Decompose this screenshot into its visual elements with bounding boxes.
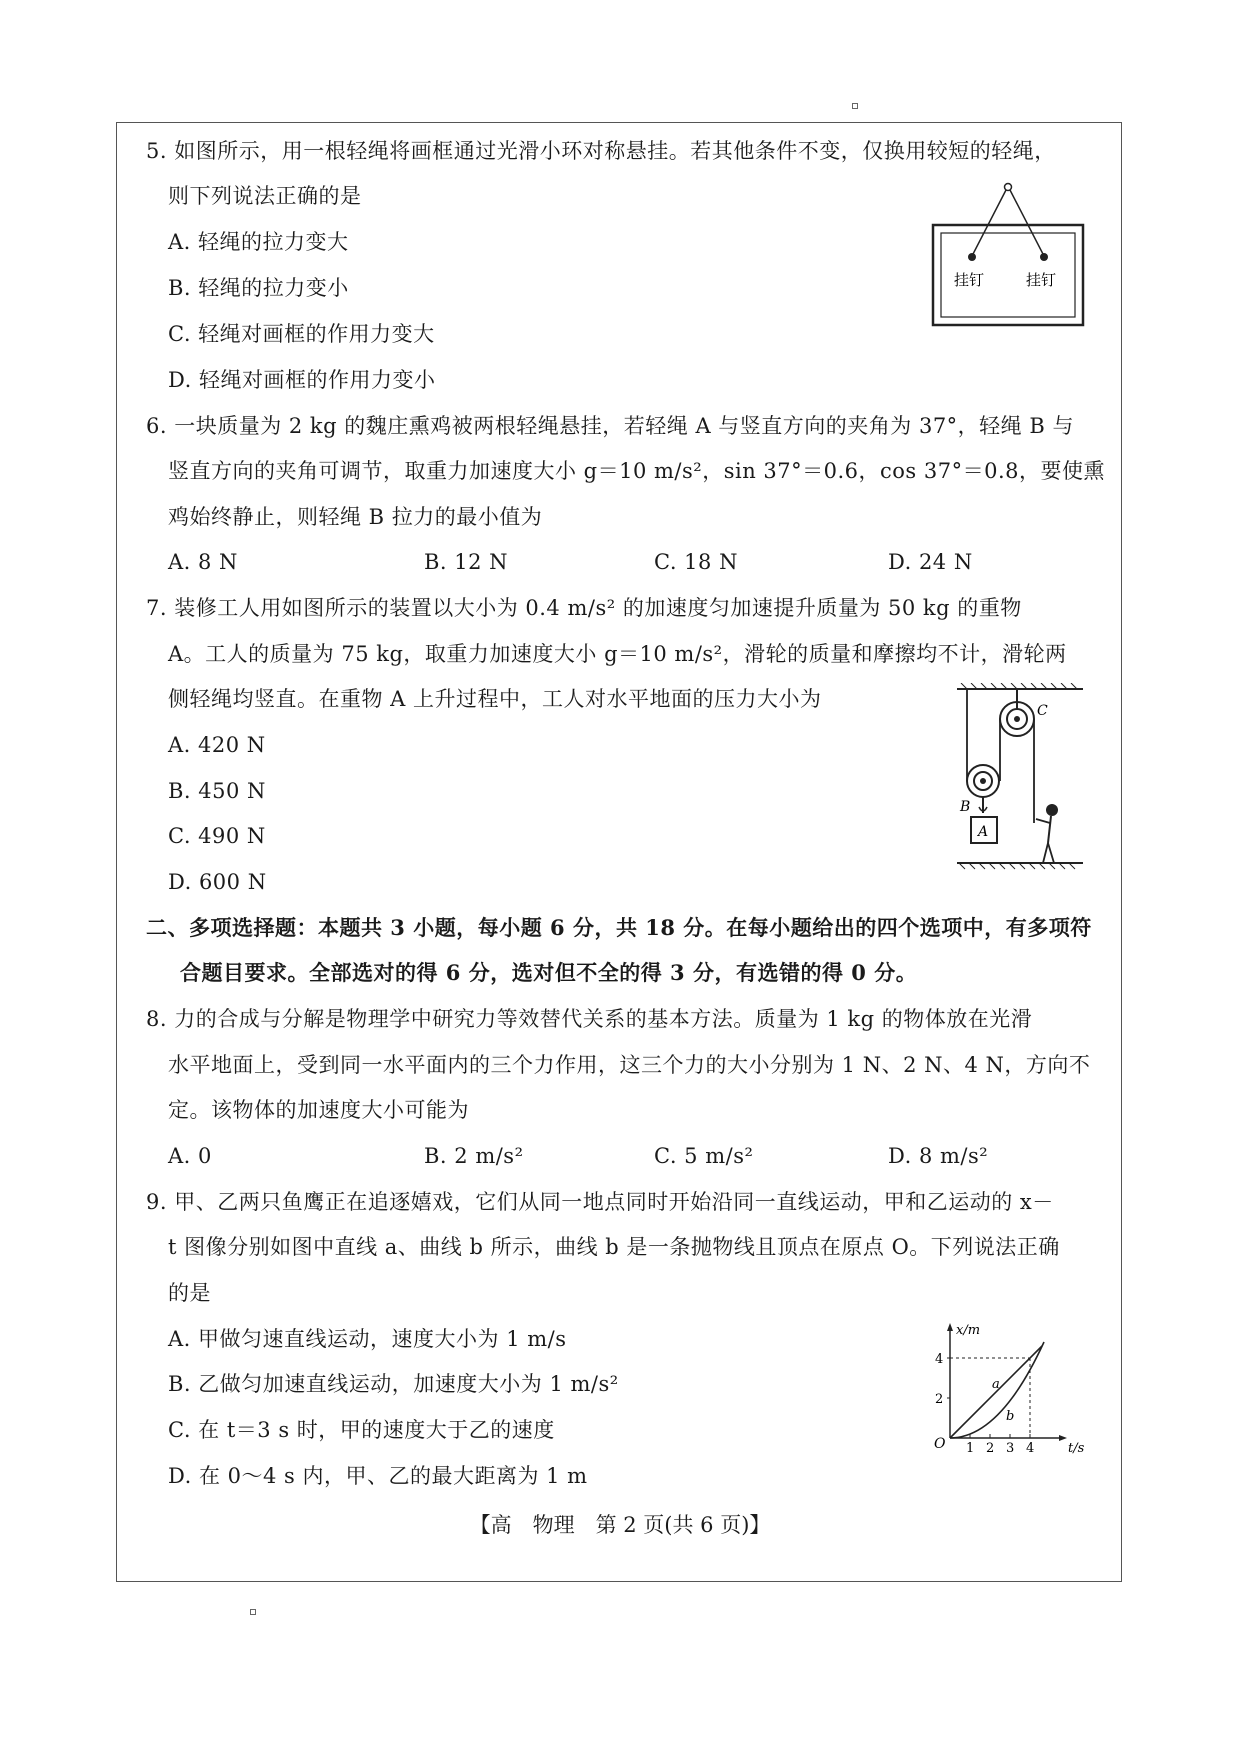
- q9-xt-graph: [920, 1320, 1095, 1455]
- q8-option-d: D. 8 m/s²: [888, 1144, 989, 1168]
- scan-mark-top: [852, 103, 858, 109]
- q9-option-a: A. 甲做匀速直线运动，速度大小为 1 m/s: [168, 1327, 567, 1351]
- q9-stem-line2: t 图像分别如图中直线 a、曲线 b 所示，曲线 b 是一条抛物线且顶点在原点 O。下列说法正确: [168, 1235, 1060, 1259]
- q9-graph-ytick-2: 2: [935, 1392, 944, 1407]
- q6-option-c: C. 18 N: [654, 550, 738, 574]
- q5-nail-left-label: 挂钉: [954, 271, 985, 289]
- q7-option-b: B. 450 N: [168, 779, 266, 803]
- q6-option-b: B. 12 N: [424, 550, 509, 574]
- q5-option-b: B. 轻绳的拉力变小: [168, 276, 349, 300]
- q9-option-d: D. 在 0～4 s 内，甲、乙的最大距离为 1 m: [168, 1464, 588, 1488]
- q5-option-d: D. 轻绳对画框的作用力变小: [168, 368, 436, 392]
- q9-graph-line-a: [950, 1346, 1042, 1438]
- q9-option-b: B. 乙做匀加速直线运动，加速度大小为 1 m/s²: [168, 1372, 619, 1396]
- q6-stem-line2: 竖直方向的夹角可调节，取重力加速度大小 g＝10 m/s²，sin 37°＝0.6，cos 37°＝0.8，要使熏: [168, 459, 1105, 483]
- q7-pulley-b-label: B: [960, 799, 971, 815]
- q8-stem-line3: 定。该物体的加速度大小可能为: [168, 1098, 469, 1122]
- q5-option-c: C. 轻绳对画框的作用力变大: [168, 322, 435, 346]
- q9-graph-label-b: b: [1006, 1409, 1015, 1424]
- q9-stem-line3: 的是: [168, 1281, 211, 1305]
- q6-stem-line1: 6. 一块质量为 2 kg 的魏庄熏鸡被两根轻绳悬挂，若轻绳 A 与竖直方向的夹角为 37°，轻绳 B 与: [146, 414, 1074, 438]
- q9-graph-xtick-3: 3: [1006, 1441, 1015, 1455]
- q9-graph-origin: O: [934, 1436, 946, 1452]
- q9-graph-xlabel: t/s: [1068, 1441, 1085, 1455]
- q8-stem-line1: 8. 力的合成与分解是物理学中研究力等效替代关系的基本方法。质量为 1 kg 的物体放在光滑: [146, 1007, 1033, 1031]
- q9-graph-ytick-4: 4: [935, 1352, 944, 1367]
- q7-option-a: A. 420 N: [168, 733, 266, 757]
- q9-graph-label-a: a: [992, 1377, 1000, 1392]
- q9-graph-xtick-1: 1: [966, 1441, 975, 1455]
- q5-stem-line2: 则下列说法正确的是: [168, 184, 362, 208]
- q7-option-c: C. 490 N: [168, 824, 266, 848]
- q7-pulley-c-label: C: [1037, 703, 1048, 719]
- q5-picture-frame-figure: [930, 180, 1090, 335]
- q6-option-a: A. 8 N: [168, 550, 238, 574]
- q7-stem-line3: 侧轻绳均竖直。在重物 A 上升过程中，工人对水平地面的压力大小为: [168, 687, 822, 711]
- q5-nail-right-label: 挂钉: [1026, 271, 1057, 289]
- q7-block-a-label: A: [978, 824, 989, 840]
- q5-option-a: A. 轻绳的拉力变大: [168, 230, 349, 254]
- q9-option-c: C. 在 t＝3 s 时，甲的速度大于乙的速度: [168, 1418, 555, 1442]
- q9-graph-xtick-2: 2: [986, 1441, 995, 1455]
- q9-graph-xtick-4: 4: [1026, 1441, 1035, 1455]
- q7-stem-line1: 7. 装修工人用如图所示的装置以大小为 0.4 m/s² 的加速度匀加速提升质量为 50 kg 的重物: [146, 596, 1022, 620]
- q9-stem-line1: 9. 甲、乙两只鱼鹰正在追逐嬉戏，它们从同一地点同时开始沿同一直线运动，甲和乙运动的 x－: [146, 1190, 1054, 1214]
- q7-pulley-figure: [955, 683, 1095, 883]
- q7-option-d: D. 600 N: [168, 870, 267, 894]
- section2-heading-line1: 二、多项选择题：本题共 3 小题，每小题 6 分，共 18 分。在每小题给出的四个选项中，有多项符: [146, 915, 1092, 940]
- q6-stem-line3: 鸡始终静止，则轻绳 B 拉力的最小值为: [168, 505, 543, 529]
- q5-stem-line1: 5. 如图所示，用一根轻绳将画框通过光滑小环对称悬挂。若其他条件不变，仅换用较短的轻绳，: [146, 139, 1056, 163]
- q8-option-b: B. 2 m/s²: [424, 1144, 524, 1168]
- scan-mark-bottom: [250, 1609, 256, 1615]
- section2-heading-line2: 合题目要求。全部选对的得 6 分，选对但不全的得 3 分，有选错的得 0 分。: [180, 960, 918, 985]
- q8-stem-line2: 水平地面上，受到同一水平面内的三个力作用，这三个力的大小分别为 1 N、2 N、4 N，方向不: [168, 1053, 1091, 1077]
- page-footer: 【高 物理 第 2 页(共 6 页)】: [469, 1513, 771, 1537]
- q9-graph-ylabel: x/m: [956, 1323, 981, 1338]
- q8-option-c: C. 5 m/s²: [654, 1144, 754, 1168]
- q7-stem-line2: A。工人的质量为 75 kg，取重力加速度大小 g＝10 m/s²，滑轮的质量和摩擦均不计，滑轮两: [168, 642, 1067, 666]
- q6-option-d: D. 24 N: [888, 550, 973, 574]
- q8-option-a: A. 0: [168, 1144, 212, 1168]
